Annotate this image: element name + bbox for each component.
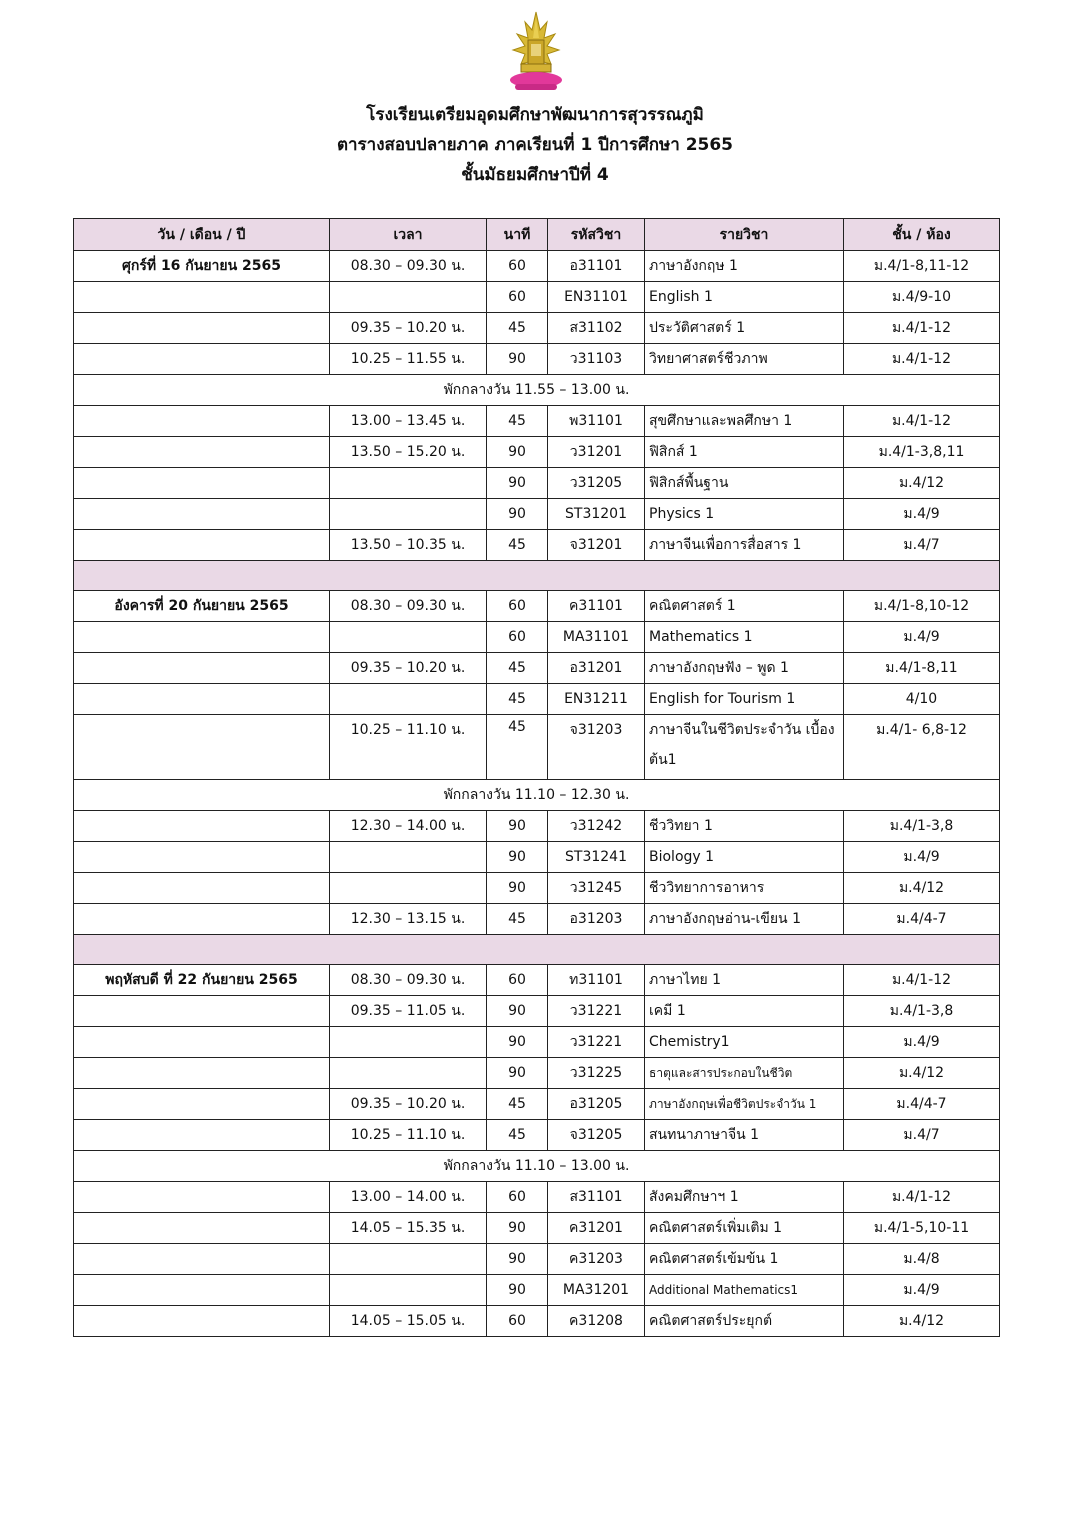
subject-code: จ31201 [548,530,645,561]
exam-date [74,1244,330,1275]
lunch-break-label: พักกลางวัน 11.10 – 13.00 น. [74,1151,1000,1182]
lunch-break-row [74,780,1000,811]
exam-minutes: 90 [487,1027,548,1058]
exam-minutes: 90 [487,468,548,499]
exam-minutes: 90 [487,811,548,842]
exam-minutes: 45 [487,653,548,684]
column-header: รหัสวิชา [548,219,645,251]
subject-code: ค31203 [548,1244,645,1275]
exam-date [74,1275,330,1306]
subject-name: ภาษาไทย 1 [645,965,844,996]
table-row [74,622,1000,653]
subject-name: ภาษาอังกฤษอ่าน-เขียน 1 [645,904,844,935]
subject-name: English for Tourism 1 [645,684,844,715]
exam-date [74,437,330,468]
table-row [74,406,1000,437]
subject-name: English 1 [645,282,844,313]
exam-date [74,499,330,530]
exam-time: 09.35 – 10.20 น. [330,653,487,684]
exam-time: 14.05 – 15.35 น. [330,1213,487,1244]
class-room: ม.4/9 [844,1275,1000,1306]
school-emblem-icon [507,10,565,94]
subject-name: ฟิสิกส์พื้นฐาน [645,468,844,499]
column-header: รายวิชา [645,219,844,251]
exam-minutes: 45 [487,684,548,715]
subject-name: สุขศึกษาและพลศึกษา 1 [645,406,844,437]
exam-time [330,622,487,653]
class-room: 4/10 [844,684,1000,715]
exam-time [330,684,487,715]
exam-minutes: 90 [487,499,548,530]
subject-code: ว31205 [548,468,645,499]
column-header: ชั้น / ห้อง [844,219,1000,251]
subject-code: อ31203 [548,904,645,935]
subject-name: Physics 1 [645,499,844,530]
exam-date [74,904,330,935]
subject-code: ส31101 [548,1182,645,1213]
exam-date [74,1058,330,1089]
subject-code: จ31205 [548,1120,645,1151]
exam-minutes: 90 [487,1213,548,1244]
grade-level: ชั้นมัธยมศึกษาปีที่ 4 [461,165,609,185]
exam-title: ตารางสอบปลายภาค ภาคเรียนที่ 1 ปีการศึกษา 2565 [336,135,734,155]
exam-date [74,684,330,715]
class-room: ม.4/1-3,8 [844,996,1000,1027]
exam-minutes: 90 [487,437,548,468]
exam-minutes: 90 [487,1275,548,1306]
lunch-break-label: พักกลางวัน 11.10 – 12.30 น. [74,780,1000,811]
exam-minutes: 60 [487,965,548,996]
subject-code: EN31211 [548,684,645,715]
exam-minutes: 60 [487,1182,548,1213]
day-separator [74,561,1000,591]
subject-name: ชีววิทยาการอาหาร [645,873,844,904]
exam-time: 10.25 – 11.10 น. [330,1120,487,1151]
exam-time [330,499,487,530]
class-room: ม.4/12 [844,1058,1000,1089]
table-row [74,1058,1000,1089]
subject-name: สังคมศึกษาฯ 1 [645,1182,844,1213]
subject-name: Additional Mathematics1 [645,1275,844,1306]
exam-time: 09.35 – 10.20 น. [330,313,487,344]
table-row [74,530,1000,561]
exam-minutes: 90 [487,1244,548,1275]
subject-code: MA31101 [548,622,645,653]
subject-code: ST31241 [548,842,645,873]
subject-name: ชีววิทยา 1 [645,811,844,842]
subject-code: อ31201 [548,653,645,684]
table-row [74,1306,1000,1337]
exam-time [330,1058,487,1089]
exam-date [74,313,330,344]
exam-time: 13.50 – 15.20 น. [330,437,487,468]
exam-date [74,1213,330,1244]
subject-code: ST31201 [548,499,645,530]
table-row [74,1244,1000,1275]
table-row [74,251,1000,282]
exam-time: 12.30 – 14.00 น. [330,811,487,842]
table-row [74,842,1000,873]
exam-date [74,406,330,437]
subject-code: จ31203 [548,715,645,780]
subject-name: คณิตศาสตร์ 1 [645,591,844,622]
exam-date [74,622,330,653]
subject-code: ค31201 [548,1213,645,1244]
table-row [74,282,1000,313]
class-room: ม.4/8 [844,1244,1000,1275]
exam-date [74,1120,330,1151]
class-room: ม.4/9 [844,622,1000,653]
exam-time: 14.05 – 15.05 น. [330,1306,487,1337]
class-room: ม.4/9 [844,1027,1000,1058]
exam-minutes: 90 [487,1058,548,1089]
exam-time [330,282,487,313]
table-row [74,996,1000,1027]
table-row [74,591,1000,622]
subject-name: คณิตศาสตร์ประยุกต์ [645,1306,844,1337]
day-separator-row [74,561,1000,591]
table-row [74,499,1000,530]
class-room: ม.4/1-8,11-12 [844,251,1000,282]
exam-date [74,873,330,904]
exam-time: 10.25 – 11.55 น. [330,344,487,375]
day-separator [74,935,1000,965]
subject-name: Mathematics 1 [645,622,844,653]
subject-code: ว31242 [548,811,645,842]
exam-date [74,842,330,873]
table-row [74,653,1000,684]
exam-date [74,1306,330,1337]
class-room: ม.4/9 [844,499,1000,530]
table-row [74,313,1000,344]
exam-time [330,1027,487,1058]
exam-time [330,468,487,499]
exam-date [74,468,330,499]
exam-time: 08.30 – 09.30 น. [330,965,487,996]
exam-time [330,842,487,873]
subject-name: Biology 1 [645,842,844,873]
subject-name: ภาษาอังกฤษเพื่อชีวิตประจำวัน 1 [645,1089,844,1120]
table-row [74,1275,1000,1306]
subject-code: ค31101 [548,591,645,622]
subject-name: เคมี 1 [645,996,844,1027]
subject-code: ค31208 [548,1306,645,1337]
subject-name: Chemistry1 [645,1027,844,1058]
class-room: ม.4/1-8,11 [844,653,1000,684]
subject-code: ว31221 [548,1027,645,1058]
subject-name: ภาษาจีนเพื่อการสื่อสาร 1 [645,530,844,561]
subject-code: ว31103 [548,344,645,375]
exam-minutes: 60 [487,282,548,313]
table-row [74,873,1000,904]
exam-time: 08.30 – 09.30 น. [330,251,487,282]
class-room: ม.4/12 [844,468,1000,499]
subject-code: พ31101 [548,406,645,437]
exam-minutes: 90 [487,842,548,873]
subject-code: ส31102 [548,313,645,344]
class-room: ม.4/1-8,10-12 [844,591,1000,622]
subject-code: ว31225 [548,1058,645,1089]
exam-minutes: 45 [487,904,548,935]
table-row [74,904,1000,935]
class-room: ม.4/1-12 [844,965,1000,996]
exam-time: 13.00 – 13.45 น. [330,406,487,437]
subject-name: วิทยาศาสตร์ชีวภาพ [645,344,844,375]
exam-time [330,1275,487,1306]
class-room: ม.4/12 [844,1306,1000,1337]
subject-code: ท31101 [548,965,645,996]
exam-time: 10.25 – 11.10 น. [330,715,487,780]
exam-date [74,653,330,684]
class-room: ม.4/1-12 [844,406,1000,437]
class-room: ม.4/1- 6,8-12 [844,715,1000,780]
exam-date [74,1089,330,1120]
class-room: ม.4/7 [844,1120,1000,1151]
subject-name: ประวัติศาสตร์ 1 [645,313,844,344]
exam-time: 12.30 – 13.15 น. [330,904,487,935]
column-header: เวลา [330,219,487,251]
class-room: ม.4/4-7 [844,1089,1000,1120]
subject-name: ภาษาอังกฤษ 1 [645,251,844,282]
class-room: ม.4/9 [844,842,1000,873]
subject-name: ภาษาจีนในชีวิตประจำวัน เบื้องต้น1 [645,715,844,780]
exam-minutes: 45 [487,313,548,344]
table-row [74,437,1000,468]
exam-minutes: 60 [487,622,548,653]
column-header: วัน / เดือน / ปี [74,219,330,251]
exam-date: ศุกร์ที่ 16 กันยายน 2565 [74,251,330,282]
subject-code: อ31205 [548,1089,645,1120]
school-name: โรงเรียนเตรียมอุดมศึกษาพัฒนาการสุวรรณภูมิ [366,105,704,125]
class-room: ม.4/7 [844,530,1000,561]
class-room: ม.4/1-5,10-11 [844,1213,1000,1244]
table-row [74,965,1000,996]
table-row [74,715,1000,780]
exam-minutes: 60 [487,251,548,282]
class-room: ม.4/9-10 [844,282,1000,313]
table-row [74,1027,1000,1058]
subject-code: อ31101 [548,251,645,282]
exam-minutes: 90 [487,344,548,375]
subject-code: ว31201 [548,437,645,468]
exam-date [74,530,330,561]
exam-minutes: 60 [487,1306,548,1337]
table-row [74,468,1000,499]
subject-name: สนทนาภาษาจีน 1 [645,1120,844,1151]
class-room: ม.4/4-7 [844,904,1000,935]
exam-time [330,1244,487,1275]
exam-minutes: 90 [487,996,548,1027]
exam-schedule-table [73,218,1000,1337]
exam-date [74,282,330,313]
lunch-break-row [74,375,1000,406]
subject-name: ธาตุและสารประกอบในชีวิต [645,1058,844,1089]
class-room: ม.4/1-3,8,11 [844,437,1000,468]
class-room: ม.4/1-3,8 [844,811,1000,842]
exam-time: 13.00 – 14.00 น. [330,1182,487,1213]
subject-code: EN31101 [548,282,645,313]
exam-time: 08.30 – 09.30 น. [330,591,487,622]
class-room: ม.4/1-12 [844,344,1000,375]
exam-time: 09.35 – 11.05 น. [330,996,487,1027]
exam-minutes: 45 [487,1089,548,1120]
exam-time: 09.35 – 10.20 น. [330,1089,487,1120]
table-row [74,811,1000,842]
exam-minutes: 90 [487,873,548,904]
table-row [74,344,1000,375]
lunch-break-label: พักกลางวัน 11.55 – 13.00 น. [74,375,1000,406]
exam-minutes: 45 [487,406,548,437]
exam-minutes: 45 [487,530,548,561]
exam-date [74,996,330,1027]
subject-name: คณิตศาสตร์เข้มข้น 1 [645,1244,844,1275]
table-row [74,1182,1000,1213]
table-row [74,1120,1000,1151]
exam-time: 13.50 – 10.35 น. [330,530,487,561]
exam-date [74,344,330,375]
table-header-row [74,219,1000,251]
exam-date: พฤหัสบดี ที่ 22 กันยายน 2565 [74,965,330,996]
class-room: ม.4/12 [844,873,1000,904]
day-separator-row [74,935,1000,965]
exam-minutes: 45 [487,1120,548,1151]
exam-date [74,1182,330,1213]
exam-date [74,811,330,842]
table-row [74,684,1000,715]
exam-minutes: 45 [487,715,548,780]
exam-time [330,873,487,904]
document-header [0,100,1070,190]
exam-date: อังคารที่ 20 กันยายน 2565 [74,591,330,622]
lunch-break-row [74,1151,1000,1182]
exam-date [74,1027,330,1058]
class-room: ม.4/1-12 [844,1182,1000,1213]
subject-code: ว31221 [548,996,645,1027]
subject-name: คณิตศาสตร์เพิ่มเติม 1 [645,1213,844,1244]
subject-name: ฟิสิกส์ 1 [645,437,844,468]
subject-name: ภาษาอังกฤษฟัง – พูด 1 [645,653,844,684]
exam-minutes: 60 [487,591,548,622]
table-row [74,1213,1000,1244]
exam-date [74,715,330,780]
subject-code: ว31245 [548,873,645,904]
class-room: ม.4/1-12 [844,313,1000,344]
table-row [74,1089,1000,1120]
column-header: นาที [487,219,548,251]
subject-code: MA31201 [548,1275,645,1306]
